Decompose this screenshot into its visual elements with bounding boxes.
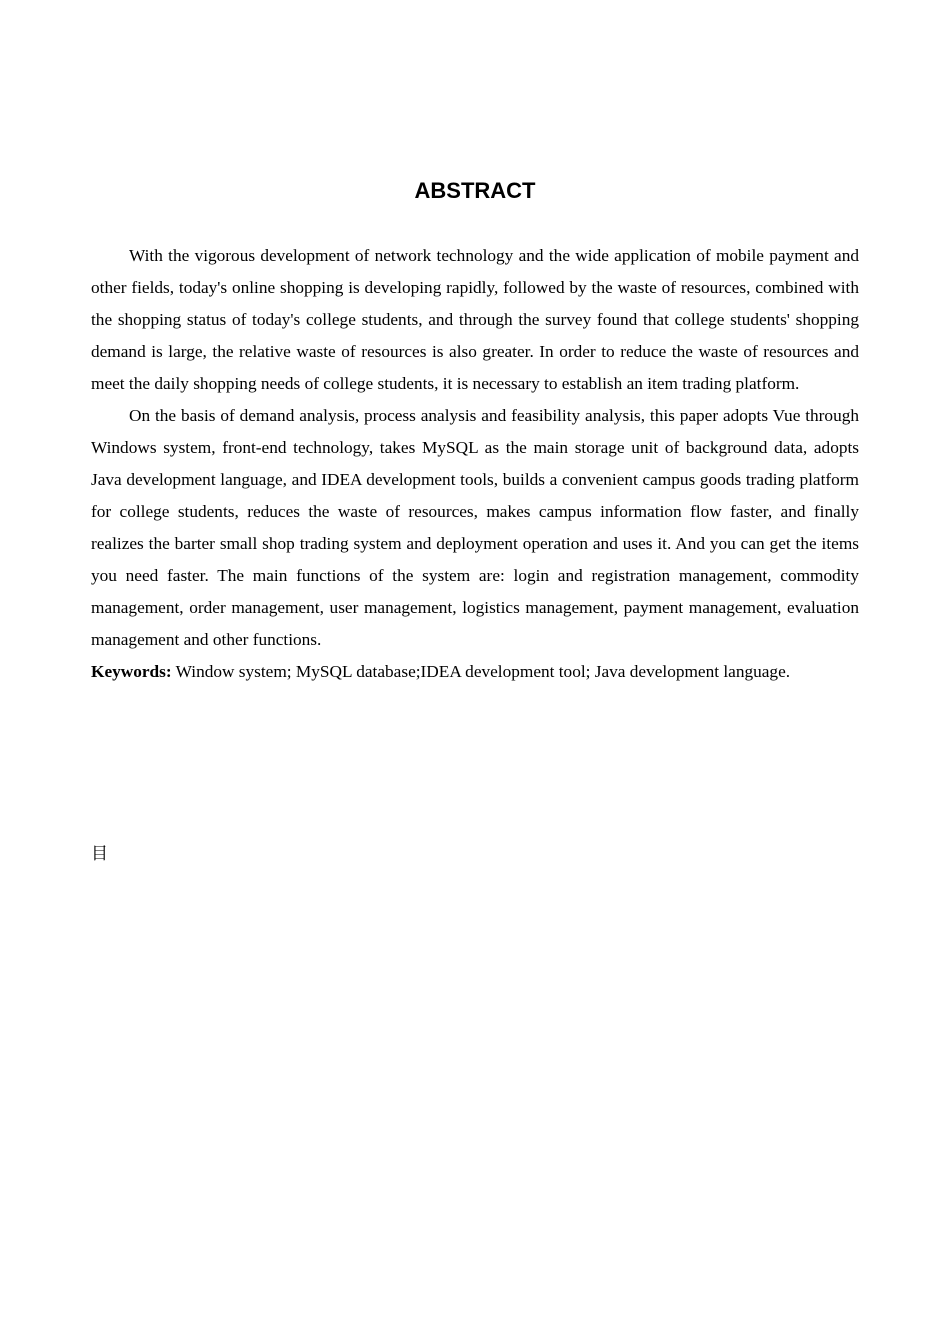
abstract-paragraph-2: On the basis of demand analysis, process analysis and feasibility analysis, this paper adopts Vue through Windows system, front-end technology, takes MySQL as the main storage unit of background data, adopts Java development language, and IDEA development tools, builds a convenient campus goods trading platform for college students, reduces the waste of resources, makes campus information flow faster, and finally realizes the barter small shop trading system and deployment operation and uses it. And you can get the items you need faster. The main functions of the system are: login and registration management, commodity management, order management, user management, logistics management, payment management, evaluation management and other functions. [91,406,859,649]
toc-heading-fragment: 目 [91,844,108,864]
abstract-paragraph-1: With the vigorous development of network technology and the wide application of mobile payment and other fields, today's online shopping is developing rapidly, followed by the waste of resources, combined with the shopping status of today's college students, and through the survey found that college students' shopping demand is large, the relative waste of resources is also greater. In order to reduce the waste of resources and meet the daily shopping needs of college students, it is necessary to establish an item trading platform. [91,246,859,393]
abstract-body [91,240,859,688]
keywords-text: Window system; MySQL database;IDEA development tool; Java development language. [171,662,791,681]
abstract-title: ABSTRACT [414,178,536,203]
keywords-label: Keywords: [91,662,172,681]
keywords-line [91,656,859,688]
